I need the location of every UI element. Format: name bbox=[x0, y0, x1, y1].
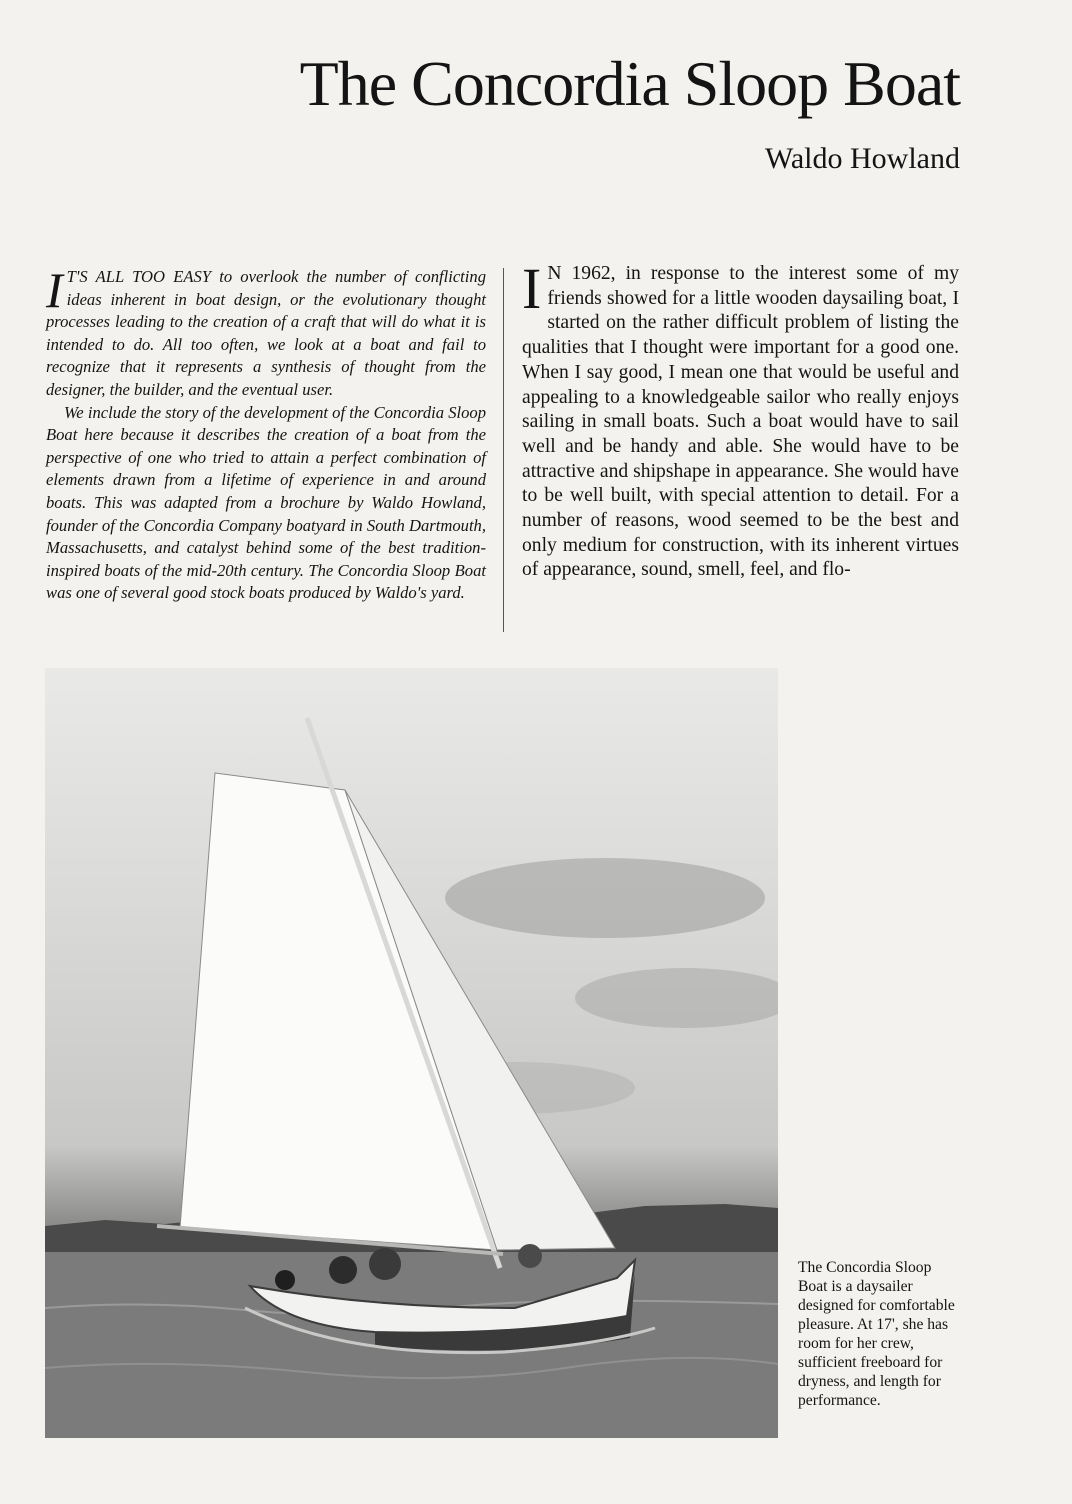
photo-caption: The Concordia Sloop Boat is a daysailer designed for comfortable pleasure. At 17', she has room for her crew, sufficient freeboard for dryness, and length for performance. bbox=[798, 1259, 955, 1409]
intro-column bbox=[46, 262, 486, 605]
drop-cap: I bbox=[522, 256, 542, 321]
cloud bbox=[575, 968, 778, 1028]
body-text: N 1962, in response to the interest some of my friends showed for a little wooden daysailing boat, I started on the rather difficult problem of listing the qualities that I thought were important for a good one. When I say good, I mean one that would be useful and appealing to a knowledgeable sailor who really enjoys sailing in small boats. Such a boat would have to sail well and be handy and able. She would have to be attractive and shipshape in appearance. She would have to be well built, with special attention to detail. For a number of reasons, wood seemed to be the best and only medium for construction, with its inherent virtues of appearance, sound, smell, feel, and flo- bbox=[522, 263, 959, 581]
sailboat-photo bbox=[45, 668, 778, 1438]
crew-member bbox=[369, 1248, 401, 1280]
intro-paragraph-1 bbox=[46, 262, 486, 402]
intro-paragraph-1-text: T'S ALL TOO EASY to overlook the number of conflicting ideas inherent in boat design, or the evolutionary thought processes leading to the creation of a craft that will do what it is intended to do. All too often, we look at a boat and fail to recognize that it represents a synthesis of thought from the designer, the builder, and the eventual user. bbox=[46, 267, 486, 399]
body-column bbox=[522, 256, 959, 583]
article-author: Waldo Howland bbox=[764, 142, 960, 175]
column-divider bbox=[503, 268, 504, 632]
article-title: The Concordia Sloop Boat bbox=[299, 48, 960, 119]
dog bbox=[275, 1270, 295, 1290]
crew-member bbox=[329, 1256, 357, 1284]
cloud bbox=[445, 858, 765, 938]
sailboat-illustration bbox=[45, 668, 778, 1438]
intro-lead-letter: I bbox=[46, 262, 63, 318]
crew-member bbox=[518, 1244, 542, 1268]
intro-paragraph-2: We include the story of the development of the Concordia Sloop Boat here because it describes the creation of a boat from the perspective of one who tried to attain a perfect combination of elements drawn from a lifetime of experience in and around boats. This was adapted from a brochure by Waldo Howland, founder of the Concordia Company boatyard in South Dartmouth, Massachusetts, and catalyst behind some of the best tradition-inspired boats of the mid-20th century. The Concordia Sloop Boat was one of several good stock boats produced by Waldo's yard. bbox=[46, 402, 486, 603]
